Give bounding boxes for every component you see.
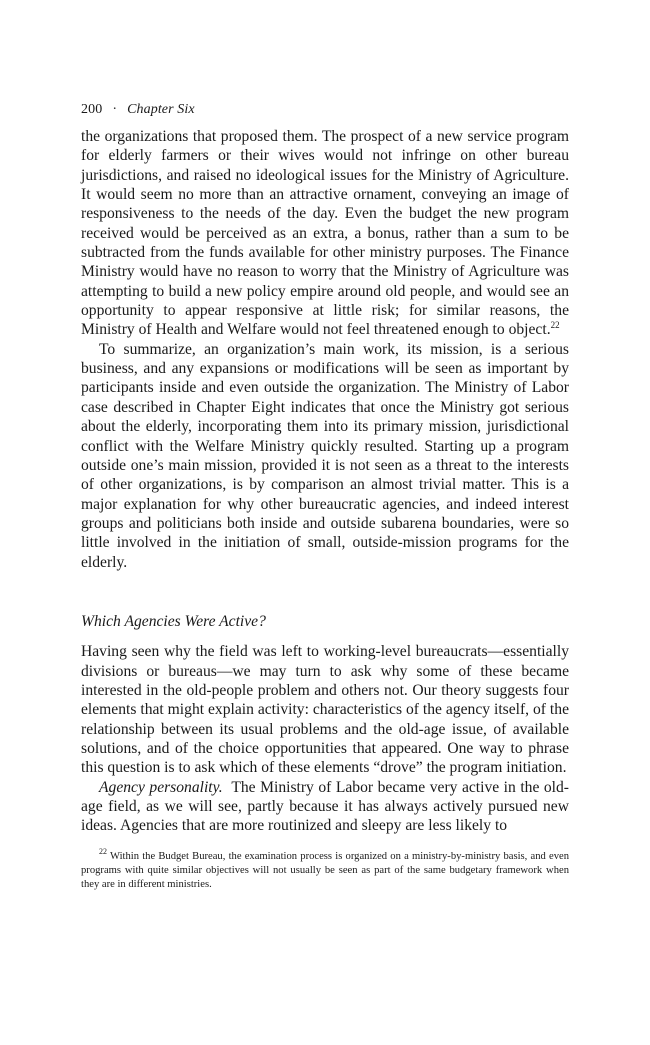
paragraph-2: To summarize, an organization’s main work, its mission, is a serious business, and any expansions or modifications will be seen as important by participants inside and even outside the organization. The Ministry of Labor case described in Chapter Eight indicates that once the Ministry got serious about the elderly, incorporating them into its primary mission, jurisdictional conflict with the Welfare Ministry quickly resulted. Starting up a program outside one’s main mission, provided it is not seen as a threat to the interests of other organizations, is by comparison an almost trivial matter. This is a major explanation for why other bureaucratic agencies, and indeed interest groups and politicians both inside and outside subarena boundaries, were so little involved in the initiation of small, outside-mission programs for the elderly. <box>81 340 569 571</box>
footnote-number: 22 <box>99 847 107 857</box>
paragraph-1-text: the organizations that proposed them. The prospect of a new service program for elderly farmers or their wives would not infringe on other bureau jurisdictions, and raised no ideological issues for the Ministry of Agriculture. It would seem no more than an attractive ornament, conveying an image of responsiveness to the needs of the day. Even the budget the new program received would be perceived as an extra, a bonus, rather than a sum to be subtracted from the funds available for other ministry purposes. The Finance Ministry would have no reason to worry that the Ministry of Agriculture was attempting to build a new policy empire around old people, and would see an opportunity to appear responsive at little risk; for similar reasons, the Ministry of Health and Welfare would not feel threatened enough to object. <box>81 128 569 339</box>
page-number: 200 <box>81 102 103 117</box>
paragraph-4-text: The Ministry of Labor became very active in the old-age field, as we will see, partly because it has always actively pursued new ideas. Agencies that are more routinized and sleepy are less likely to <box>81 778 570 835</box>
paragraph-3: Having seen why the field was left to working-level bureaucrats—essentially divisions or bureaus—we may turn to ask why some of these became interested in the old-people problem and others not. Our theory suggests four elements that might explain activity: characteristics of the agency itself, of the relationship between its usual problems and the old-age issue, of available solutions, and of the choice opportunities that appeared. One way to phrase this question is to ask which of these elements “drove” the program initiation. <box>81 643 569 777</box>
section-heading: Which Agencies Were Active? <box>81 612 266 630</box>
paragraph-4 <box>81 778 569 836</box>
running-head-separator: · <box>112 102 118 117</box>
note-reference-22: 22 <box>550 320 560 331</box>
book-page <box>81 101 569 892</box>
chapter-title: Chapter Six <box>127 102 195 117</box>
footnote-22 <box>81 847 569 893</box>
paragraph-1 <box>81 127 569 340</box>
footnote-text: Within the Budget Bureau, the examination process is organized on a ministry-by-ministry basis, and even programs with quite similar objectives will not usually be seen as part of the same budgetary framework when they are in different ministries. <box>81 850 569 891</box>
runin-heading: Agency personality. <box>99 778 223 796</box>
running-head <box>81 101 569 119</box>
